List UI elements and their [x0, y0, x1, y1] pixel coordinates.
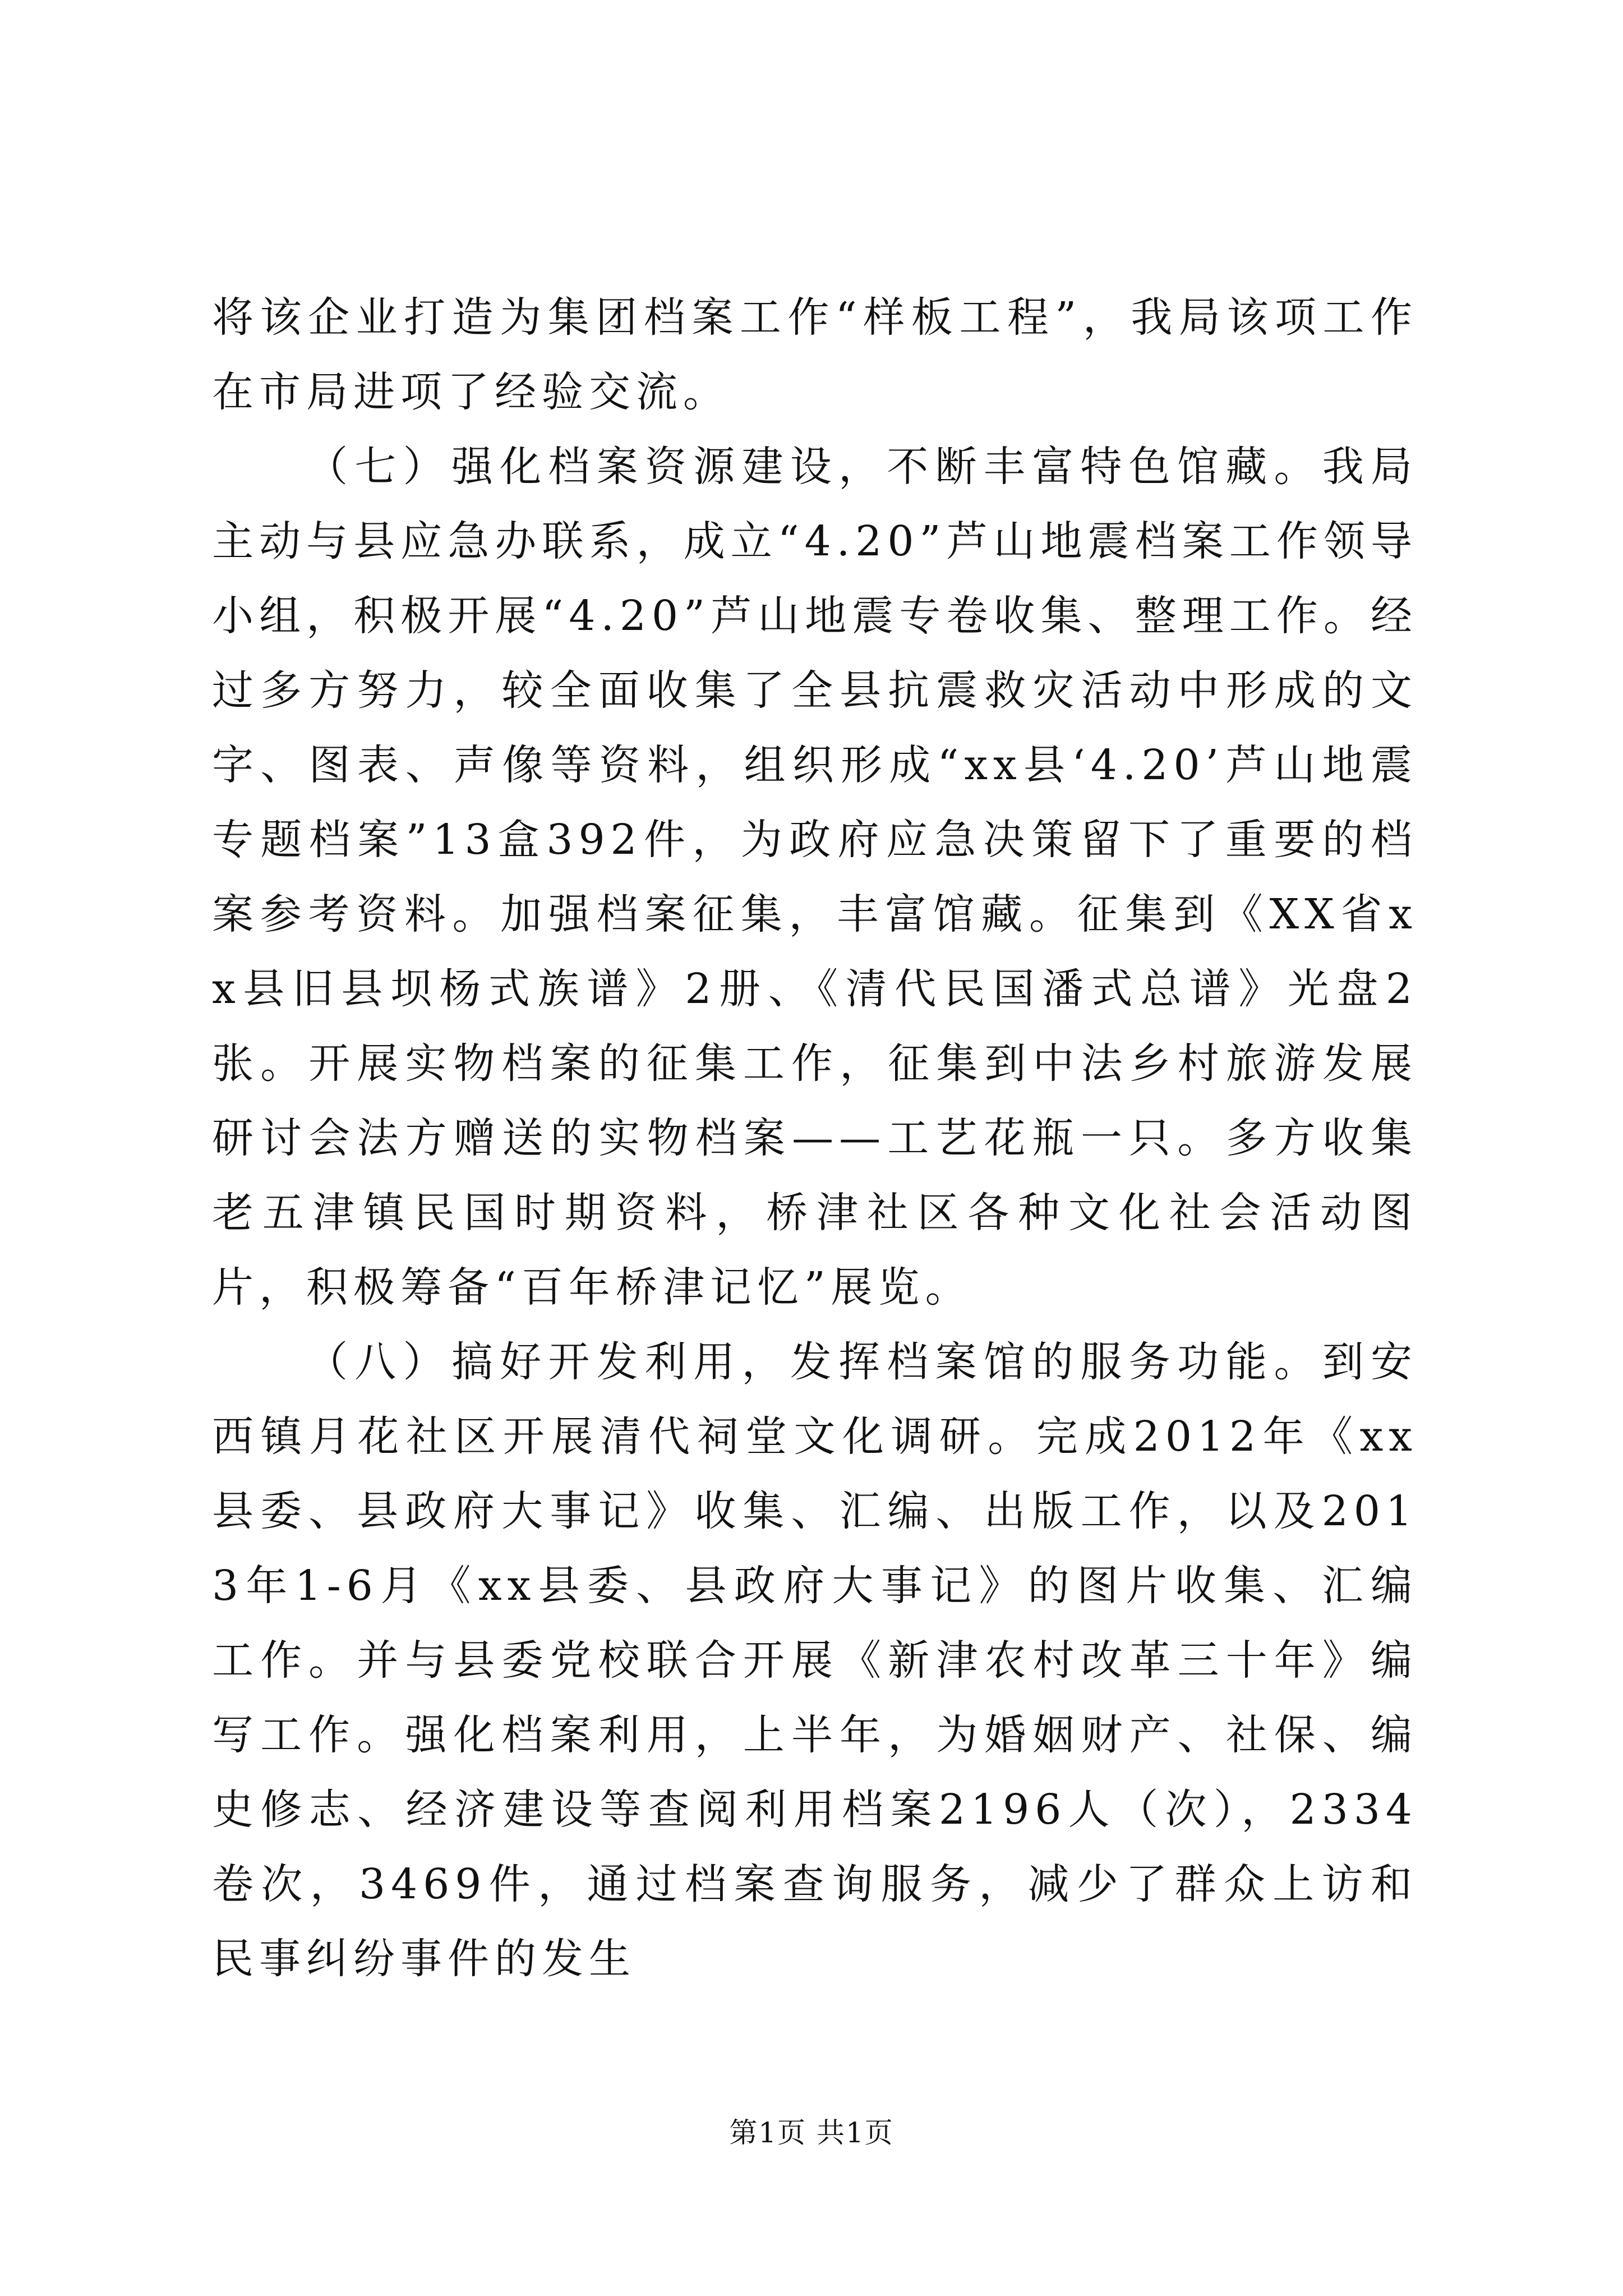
page-footer: 第1页 共1页: [729, 2116, 894, 2149]
document-body: [212, 280, 1418, 1996]
paragraph-continuation: 将该企业打造为集团档案工作“样板工程”，我局该项工作在市局进项了经验交流。: [212, 293, 1418, 416]
paragraph-section-7: （七）强化档案资源建设，不断丰富特色馆藏。我局主动与县应急办联系，成立“4.20”芦山地震档案工作领导小组，积极开展“4.20”芦山地震专卷收集、整理工作。经过多方努力，较全面收集了全县抗震救灾活动中形成的文字、图表、声像等资料，组织形成“xx县‘4.20’芦山地震专题档案”13盒392件，为政府应急决策留下了重要的档案参考资料。加强档案征集，丰富馆藏。征集到《XX省xx县旧县坝杨式族谱》2册、《清代民国潘式总谱》光盘2张。开展实物档案的征集工作，征集到中法乡村旅游发展研讨会法方赠送的实物档案——工艺花瓶一只。多方收集老五津镇民国时期资料，桥津社区各种文化社会活动图片，积极筹备“百年桥津记忆”展览。: [212, 443, 1418, 1312]
paragraph-section-8: （八）搞好开发利用，发挥档案馆的服务功能。到安西镇月花社区开展清代祠堂文化调研。完成2012年《xx县委、县政府大事记》收集、汇编、出版工作，以及2013年1-6月《xx县委、县政府大事记》的图片收集、汇编工作。并与县委党校联合开展《新津农村改革三十年》编写工作。强化档案利用，上半年，为婚姻财产、社保、编史修志、经济建设等查阅利用档案2196人（次），2334卷次，3469件，通过档案查询服务，减少了群众上访和民事纠纷事件的发生: [212, 1338, 1418, 1983]
